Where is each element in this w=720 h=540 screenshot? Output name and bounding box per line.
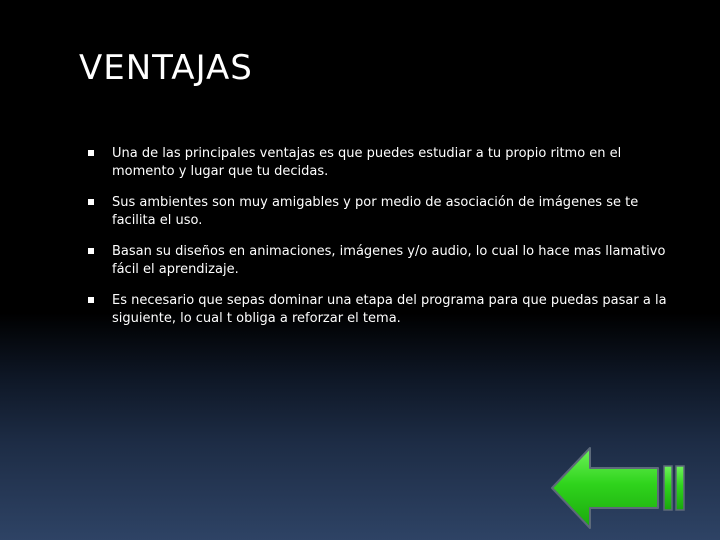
bullet-item [88, 194, 668, 230]
bullet-text: Una de las principales ventajas es que puedes estudiar a tu propio ritmo en el momento y lugar que tu decidas. [112, 146, 622, 179]
square-bullet-icon [88, 248, 94, 254]
arrow-left-to-bar-icon [550, 444, 688, 536]
back-button[interactable] [550, 444, 688, 536]
bullet-text: Basan su diseños en animaciones, imágenes y/o audio, lo cual lo hace mas llamativo fácil el aprendizaje. [112, 244, 666, 277]
square-bullet-icon [88, 150, 94, 156]
bullet-item [88, 243, 668, 279]
square-bullet-icon [88, 199, 94, 205]
square-bullet-icon [88, 297, 94, 303]
bullet-item [88, 292, 668, 328]
slide-title: VENTAJAS [79, 48, 253, 88]
bullet-text: Sus ambientes son muy amigables y por medio de asociación de imágenes se te facilita el uso. [112, 195, 639, 228]
bullet-list [88, 145, 668, 341]
bullet-item [88, 145, 668, 181]
bullet-text: Es necesario que sepas dominar una etapa del programa para que puedas pasar a la siguiente, lo cual t obliga a reforzar el tema. [112, 293, 667, 326]
